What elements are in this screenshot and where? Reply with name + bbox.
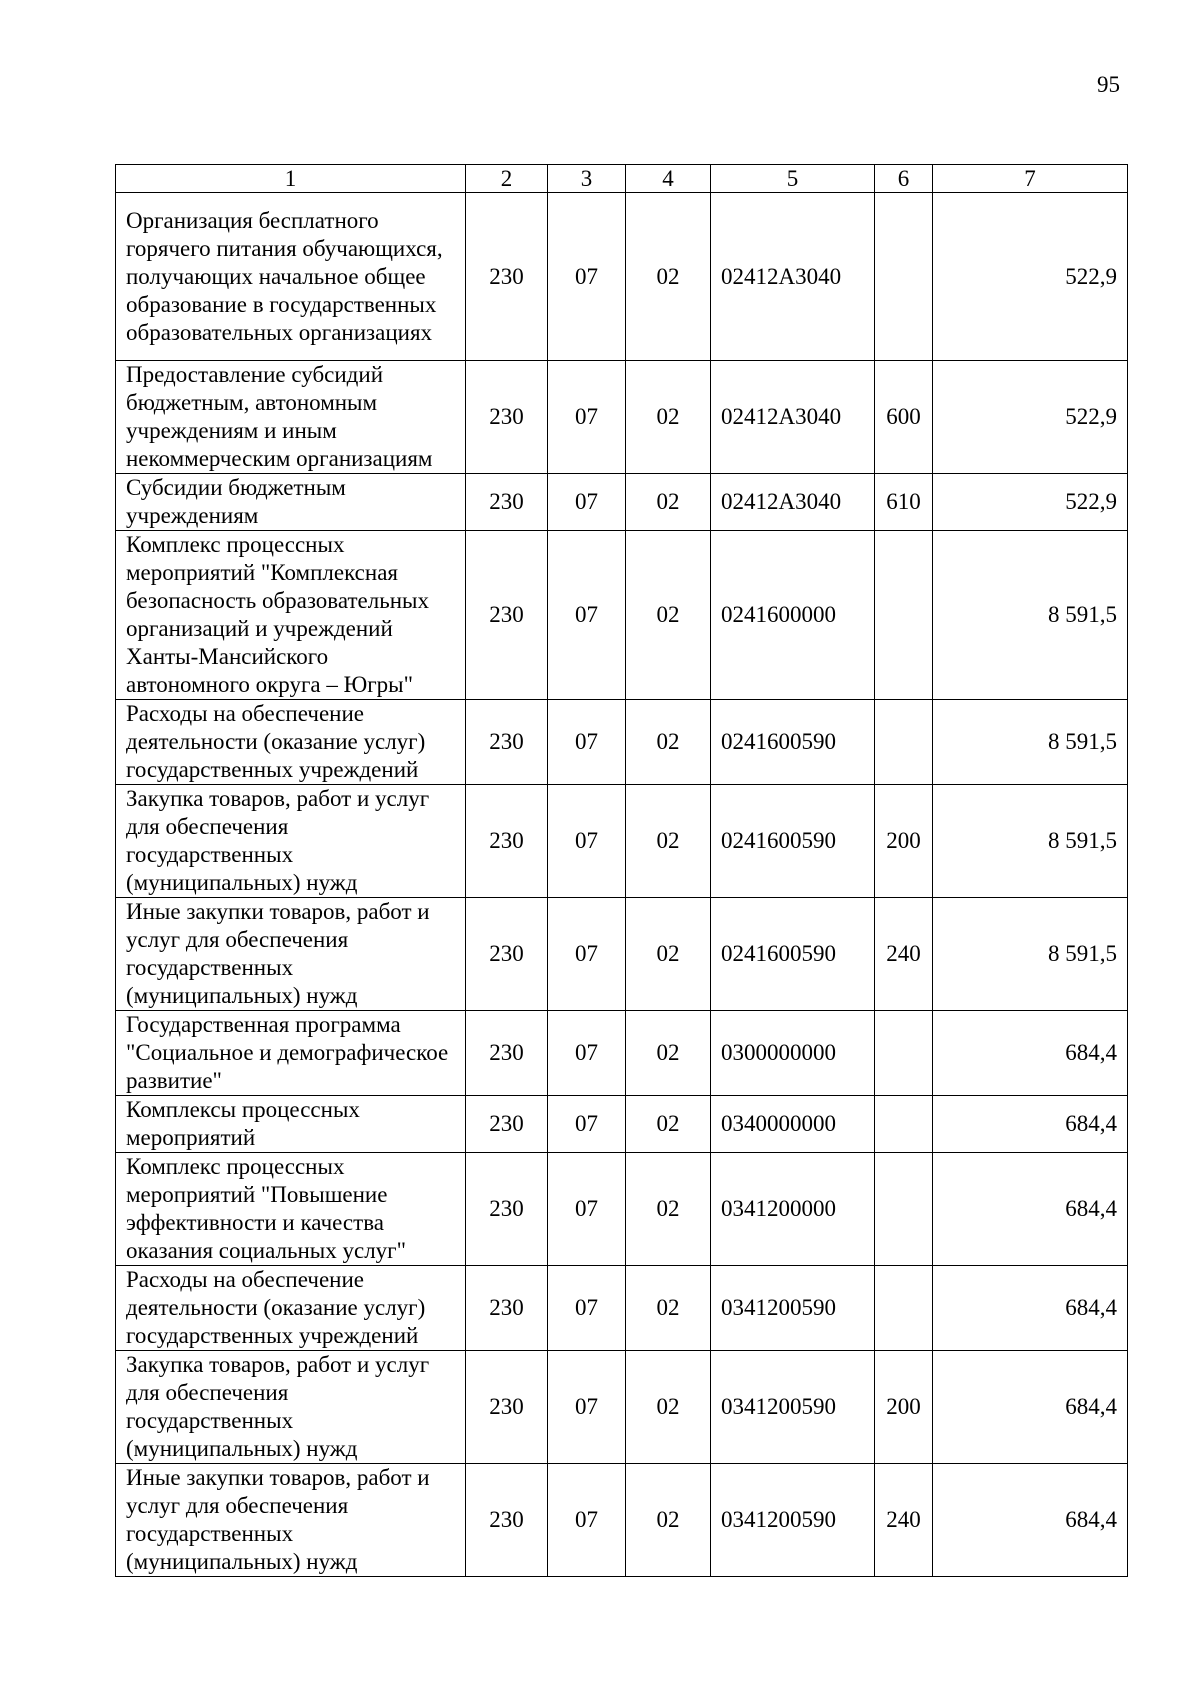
row-section-cell: 07 (548, 1096, 626, 1153)
page-number: 95 (1097, 72, 1120, 97)
row-amount-cell: 522,9 (933, 474, 1128, 531)
header-cell: 6 (875, 165, 933, 193)
table-row (116, 1351, 1128, 1464)
row-subsection-cell: 02 (626, 1351, 711, 1464)
table-row (116, 361, 1128, 474)
header-cell: 4 (626, 165, 711, 193)
row-expense-type-cell: 200 (875, 1351, 933, 1464)
row-amount-cell: 684,4 (933, 1464, 1128, 1577)
row-target-article-cell: 02412А3040 (711, 361, 875, 474)
budget-table (115, 164, 1128, 1577)
row-admin-code-cell: 230 (466, 1351, 548, 1464)
row-section-cell: 07 (548, 361, 626, 474)
row-expense-type-cell: 600 (875, 361, 933, 474)
row-name-cell: Иные закупки товаров, работ и услуг для обеспечения государственных (муниципальных) нужд (116, 898, 466, 1011)
row-subsection-cell: 02 (626, 700, 711, 785)
table-row (116, 700, 1128, 785)
row-section-cell: 07 (548, 1266, 626, 1351)
row-subsection-cell: 02 (626, 1464, 711, 1577)
row-expense-type-cell: 610 (875, 474, 933, 531)
row-target-article-cell: 0300000000 (711, 1011, 875, 1096)
row-expense-type-cell (875, 700, 933, 785)
row-section-cell: 07 (548, 1153, 626, 1266)
row-amount-cell: 522,9 (933, 361, 1128, 474)
row-target-article-cell: 02412А3040 (711, 474, 875, 531)
row-expense-type-cell: 240 (875, 1464, 933, 1577)
row-name-cell: Комплекс процессных мероприятий "Повышение эффективности и качества оказания социальных услуг" (116, 1153, 466, 1266)
row-expense-type-cell (875, 1096, 933, 1153)
row-section-cell: 07 (548, 531, 626, 700)
table-row (116, 1266, 1128, 1351)
row-expense-type-cell (875, 1011, 933, 1096)
row-subsection-cell: 02 (626, 1153, 711, 1266)
table-row (116, 1011, 1128, 1096)
row-target-article-cell: 0341200590 (711, 1351, 875, 1464)
row-admin-code-cell: 230 (466, 1096, 548, 1153)
row-expense-type-cell (875, 1153, 933, 1266)
row-amount-cell: 8 591,5 (933, 531, 1128, 700)
row-name-cell: Комплексы процессных мероприятий (116, 1096, 466, 1153)
row-expense-type-cell: 240 (875, 898, 933, 1011)
row-expense-type-cell (875, 1266, 933, 1351)
table-row (116, 785, 1128, 898)
row-subsection-cell: 02 (626, 1266, 711, 1351)
header-cell: 7 (933, 165, 1128, 193)
row-expense-type-cell (875, 531, 933, 700)
row-subsection-cell: 02 (626, 474, 711, 531)
row-section-cell: 07 (548, 898, 626, 1011)
row-name-cell: Закупка товаров, работ и услуг для обеспечения государственных (муниципальных) нужд (116, 785, 466, 898)
table-row (116, 898, 1128, 1011)
row-subsection-cell: 02 (626, 1096, 711, 1153)
row-amount-cell: 8 591,5 (933, 700, 1128, 785)
row-target-article-cell: 02412А3040 (711, 193, 875, 361)
row-amount-cell: 684,4 (933, 1011, 1128, 1096)
row-section-cell: 07 (548, 1011, 626, 1096)
header-cell: 3 (548, 165, 626, 193)
row-amount-cell: 684,4 (933, 1266, 1128, 1351)
row-amount-cell: 684,4 (933, 1351, 1128, 1464)
row-admin-code-cell: 230 (466, 1011, 548, 1096)
header-cell: 2 (466, 165, 548, 193)
row-section-cell: 07 (548, 474, 626, 531)
row-target-article-cell: 0241600000 (711, 531, 875, 700)
header-cell: 1 (116, 165, 466, 193)
row-amount-cell: 684,4 (933, 1096, 1128, 1153)
row-name-cell: Организация бесплатного горячего питания обучающихся, получающих начальное общее образование в государственных образовательных организациях (116, 193, 466, 361)
row-target-article-cell: 0341200590 (711, 1266, 875, 1351)
row-amount-cell: 522,9 (933, 193, 1128, 361)
row-name-cell: Расходы на обеспечение деятельности (оказание услуг) государственных учреждений (116, 1266, 466, 1351)
row-name-cell: Комплекс процессных мероприятий "Комплексная безопасность образовательных организаций и учреждений Ханты-Мансийского автономного округа – Югры" (116, 531, 466, 700)
row-admin-code-cell: 230 (466, 785, 548, 898)
row-name-cell: Субсидии бюджетным учреждениям (116, 474, 466, 531)
row-name-cell: Иные закупки товаров, работ и услуг для обеспечения государственных (муниципальных) нужд (116, 1464, 466, 1577)
row-amount-cell: 8 591,5 (933, 898, 1128, 1011)
row-section-cell: 07 (548, 193, 626, 361)
row-expense-type-cell (875, 193, 933, 361)
row-name-cell: Государственная программа "Социальное и демографическое развитие" (116, 1011, 466, 1096)
table-row (116, 1096, 1128, 1153)
row-admin-code-cell: 230 (466, 1464, 548, 1577)
row-amount-cell: 8 591,5 (933, 785, 1128, 898)
row-admin-code-cell: 230 (466, 531, 548, 700)
row-name-cell: Предоставление субсидий бюджетным, автономным учреждениям и иным некоммерческим организациям (116, 361, 466, 474)
header-cell: 5 (711, 165, 875, 193)
row-subsection-cell: 02 (626, 898, 711, 1011)
row-target-article-cell: 0241600590 (711, 700, 875, 785)
row-subsection-cell: 02 (626, 193, 711, 361)
row-admin-code-cell: 230 (466, 898, 548, 1011)
row-admin-code-cell: 230 (466, 361, 548, 474)
row-admin-code-cell: 230 (466, 1153, 548, 1266)
row-amount-cell: 684,4 (933, 1153, 1128, 1266)
table-row (116, 531, 1128, 700)
table-row (116, 474, 1128, 531)
table-row (116, 193, 1128, 361)
row-admin-code-cell: 230 (466, 1266, 548, 1351)
table-row (116, 1153, 1128, 1266)
row-subsection-cell: 02 (626, 531, 711, 700)
row-target-article-cell: 0241600590 (711, 898, 875, 1011)
row-admin-code-cell: 230 (466, 700, 548, 785)
row-subsection-cell: 02 (626, 785, 711, 898)
row-expense-type-cell: 200 (875, 785, 933, 898)
row-target-article-cell: 0241600590 (711, 785, 875, 898)
table-row (116, 1464, 1128, 1577)
row-subsection-cell: 02 (626, 361, 711, 474)
row-target-article-cell: 0341200590 (711, 1464, 875, 1577)
row-admin-code-cell: 230 (466, 193, 548, 361)
row-name-cell: Расходы на обеспечение деятельности (оказание услуг) государственных учреждений (116, 700, 466, 785)
row-section-cell: 07 (548, 700, 626, 785)
table-header-row (116, 165, 1128, 193)
row-target-article-cell: 0341200000 (711, 1153, 875, 1266)
row-section-cell: 07 (548, 1464, 626, 1577)
row-target-article-cell: 0340000000 (711, 1096, 875, 1153)
row-subsection-cell: 02 (626, 1011, 711, 1096)
row-section-cell: 07 (548, 785, 626, 898)
row-name-cell: Закупка товаров, работ и услуг для обеспечения государственных (муниципальных) нужд (116, 1351, 466, 1464)
row-section-cell: 07 (548, 1351, 626, 1464)
row-admin-code-cell: 230 (466, 474, 548, 531)
